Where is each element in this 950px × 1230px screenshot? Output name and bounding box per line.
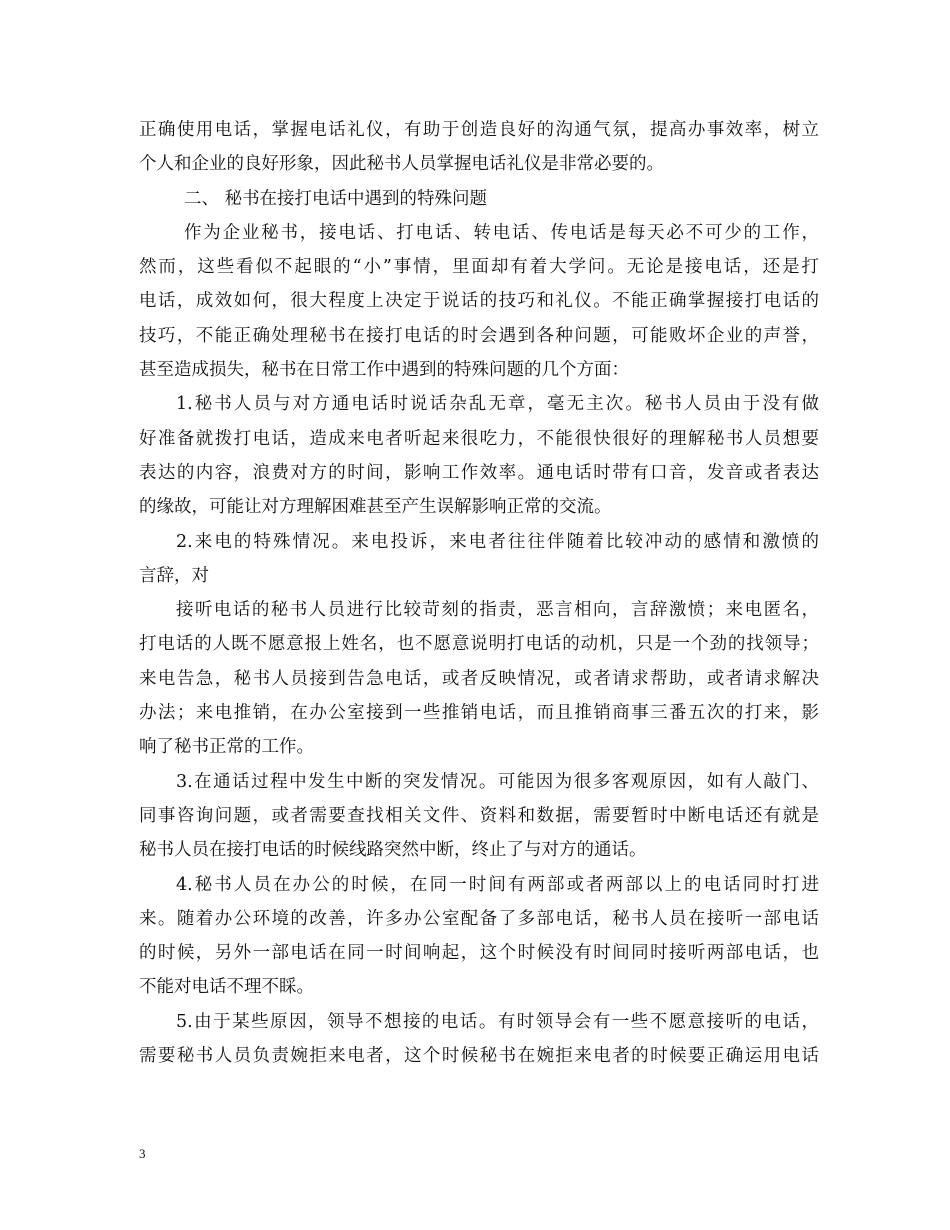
page-number: 3	[139, 1146, 146, 1161]
text-line: 个人和企业的良好形象，因此秘书人员掌握电话礼仪是非常必要的。	[139, 154, 664, 175]
text-line: 需要秘书人员负责婉拒来电者，这个时候秘书在婉拒来电者的时候要正确运用电话	[139, 1046, 819, 1067]
text-line: 电话，成效如何，很大程度上决定于说话的技巧和礼仪。不能正确掌握接打电话的	[139, 291, 819, 312]
text-line: 4.秘书人员在办公的时候，在同一时间有两部或者两部以上的电话同时打进	[176, 874, 819, 895]
text-line: 办法；来电推销，在办公室接到一些推销电话，而且推销商事三番五次的打来，影	[139, 703, 819, 724]
text-line: 的时候，另外一部电话在同一时间响起，这个时候没有时间同时接听两部电话，也	[139, 943, 819, 964]
text-line: 来。随着办公环境的改善，许多办公室配备了多部电话，秘书人员在接听一部电话	[139, 908, 819, 929]
text-line: 同事咨询问题，或者需要查找相关文件、资料和数据，需要暂时中断电话还有就是	[139, 805, 819, 826]
text-line: 作为企业秘书，接电话、打电话、转电话、传电话是每天必不可少的工作，	[184, 222, 819, 243]
text-line: 不能对电话不理不睬。	[139, 977, 314, 998]
text-line: 2.来电的特殊情况。来电投诉，来电者往往伴随着比较冲动的感情和激愤的	[176, 531, 819, 552]
text-line: 表达的内容，浪费对方的时间，影响工作效率。通电话时带有口音，发音或者表达	[139, 462, 819, 483]
text-line: 言辞，对	[139, 565, 209, 586]
text-line: 接听电话的秘书人员进行比较苛刻的指责，恶言相向，言辞激愤；来电匿名，	[176, 600, 819, 621]
text-line: 打电话的人既不愿意报上姓名，也不愿意说明打电话的动机，只是一个劲的找领导；	[139, 634, 819, 655]
text-line: 秘书人员在接打电话的时候线路突然中断，终止了与对方的通话。	[139, 840, 647, 861]
text-line: 然而，这些看似不起眼的“小”事情，里面却有着大学问。无论是接电话，还是打	[139, 257, 819, 278]
text-line: 技巧，不能正确处理秘书在接打电话的时会遇到各种问题，可能败坏企业的声誉，	[139, 325, 819, 346]
document-body	[139, 113, 819, 1073]
text-line: 正确使用电话，掌握电话礼仪，有助于创造良好的沟通气氛，提高办事效率，树立	[139, 120, 819, 140]
text-line: 5.由于某些原因，领导不想接的电话。有时领导会有一些不愿意接听的电话，	[176, 1011, 819, 1032]
text-line: 的缘故，可能让对方理解困难甚至产生误解影响正常的交流。	[139, 497, 612, 518]
text-line: 好准备就拨打电话，造成来电者听起来很吃力，不能很快很好的理解秘书人员想要	[139, 428, 819, 449]
text-line: 二、 秘书在接打电话中遇到的特殊问题	[184, 188, 488, 209]
text-line: 1.秘书人员与对方通电话时说话杂乱无章，毫无主次。秘书人员由于没有做	[176, 394, 819, 415]
text-line: 来电告急，秘书人员接到告急电话，或者反映情况，或者请求帮助，或者请求解决	[139, 668, 819, 689]
text-line: 3.在通话过程中发生中断的突发情况。可能因为很多客观原因，如有人敲门、	[176, 771, 819, 792]
text-line: 响了秘书正常的工作。	[139, 737, 314, 758]
text-line: 甚至造成损失，秘书在日常工作中遇到的特殊问题的几个方面：	[139, 360, 629, 381]
